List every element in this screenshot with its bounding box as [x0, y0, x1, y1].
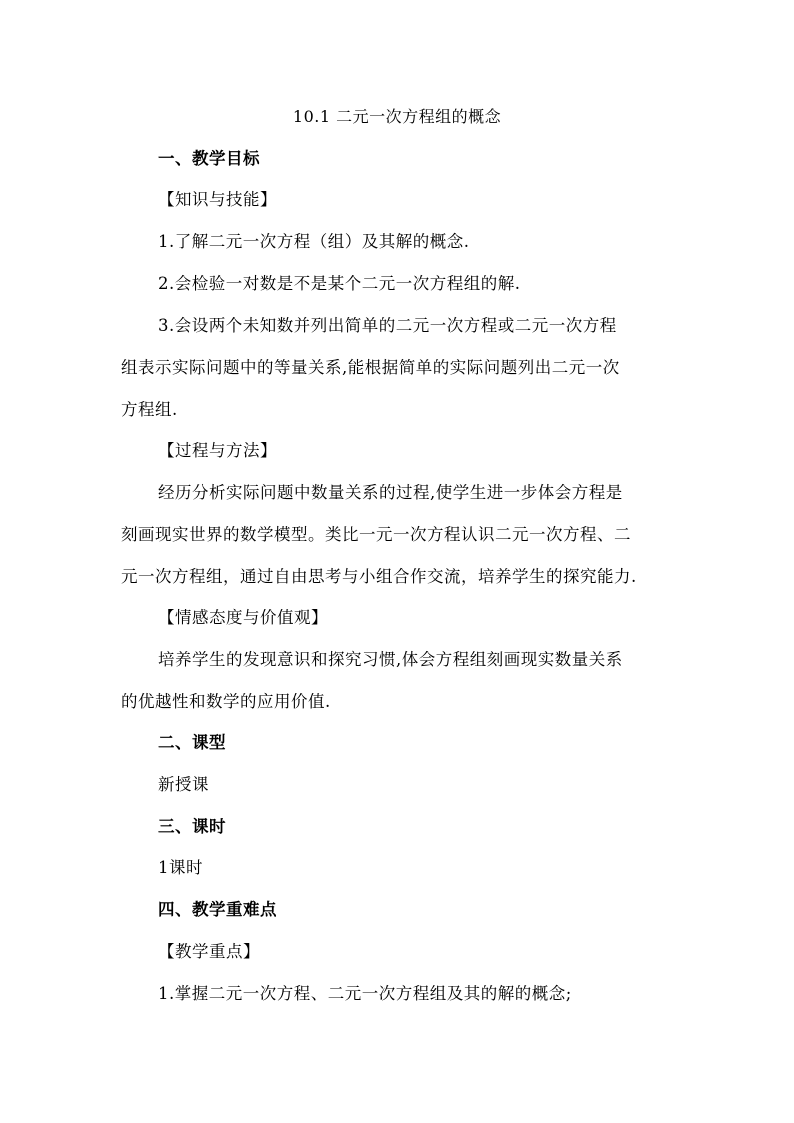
emotion-line-2: 的优越性和数学的应用价值. [121, 692, 331, 711]
knowledge-item-3-line-1: 3.会设两个未知数并列出简单的二元一次方程或二元一次方程 [158, 316, 617, 335]
document-title: 10.1 二元一次方程组的概念 [292, 107, 502, 126]
knowledge-item-3-line-2: 组表示实际问题中的等量关系,能根据简单的实际问题列出二元一次 [121, 358, 620, 377]
section-heading-key-difficult: 四、教学重难点 [158, 900, 277, 919]
label-teaching-key-points: 【教学重点】 [158, 942, 260, 961]
lesson-hours-content: 1课时 [158, 858, 203, 877]
emotion-line-1: 培养学生的发现意识和探究习惯,体会方程组刻画现实数量关系 [158, 650, 623, 669]
label-process-method: 【过程与方法】 [158, 441, 277, 460]
section-heading-objectives: 一、教学目标 [158, 149, 260, 168]
label-knowledge-skills: 【知识与技能】 [158, 190, 277, 209]
label-emotion-values: 【情感态度与价值观】 [158, 608, 328, 627]
process-line-3: 元一次方程组，通过自由思考与小组合作交流，培养学生的探究能力. [121, 567, 637, 586]
lesson-type-content: 新授课 [158, 775, 209, 794]
process-line-2: 刻画现实世界的数学模型。类比一元一次方程认识二元一次方程、二 [121, 525, 631, 544]
knowledge-item-1: 1.了解二元一次方程（组）及其解的概念. [158, 232, 470, 251]
key-point-item-1: 1.掌握二元一次方程、二元一次方程组及其的解的概念; [158, 984, 572, 1003]
knowledge-item-3-line-3: 方程组. [121, 400, 178, 419]
knowledge-item-2: 2.会检验一对数是不是某个二元一次方程组的解. [158, 274, 521, 293]
section-heading-lesson-type: 二、课型 [158, 733, 226, 752]
process-line-1: 经历分析实际问题中数量关系的过程,使学生进一步体会方程是 [158, 483, 623, 502]
section-heading-lesson-hours: 三、课时 [158, 817, 226, 836]
